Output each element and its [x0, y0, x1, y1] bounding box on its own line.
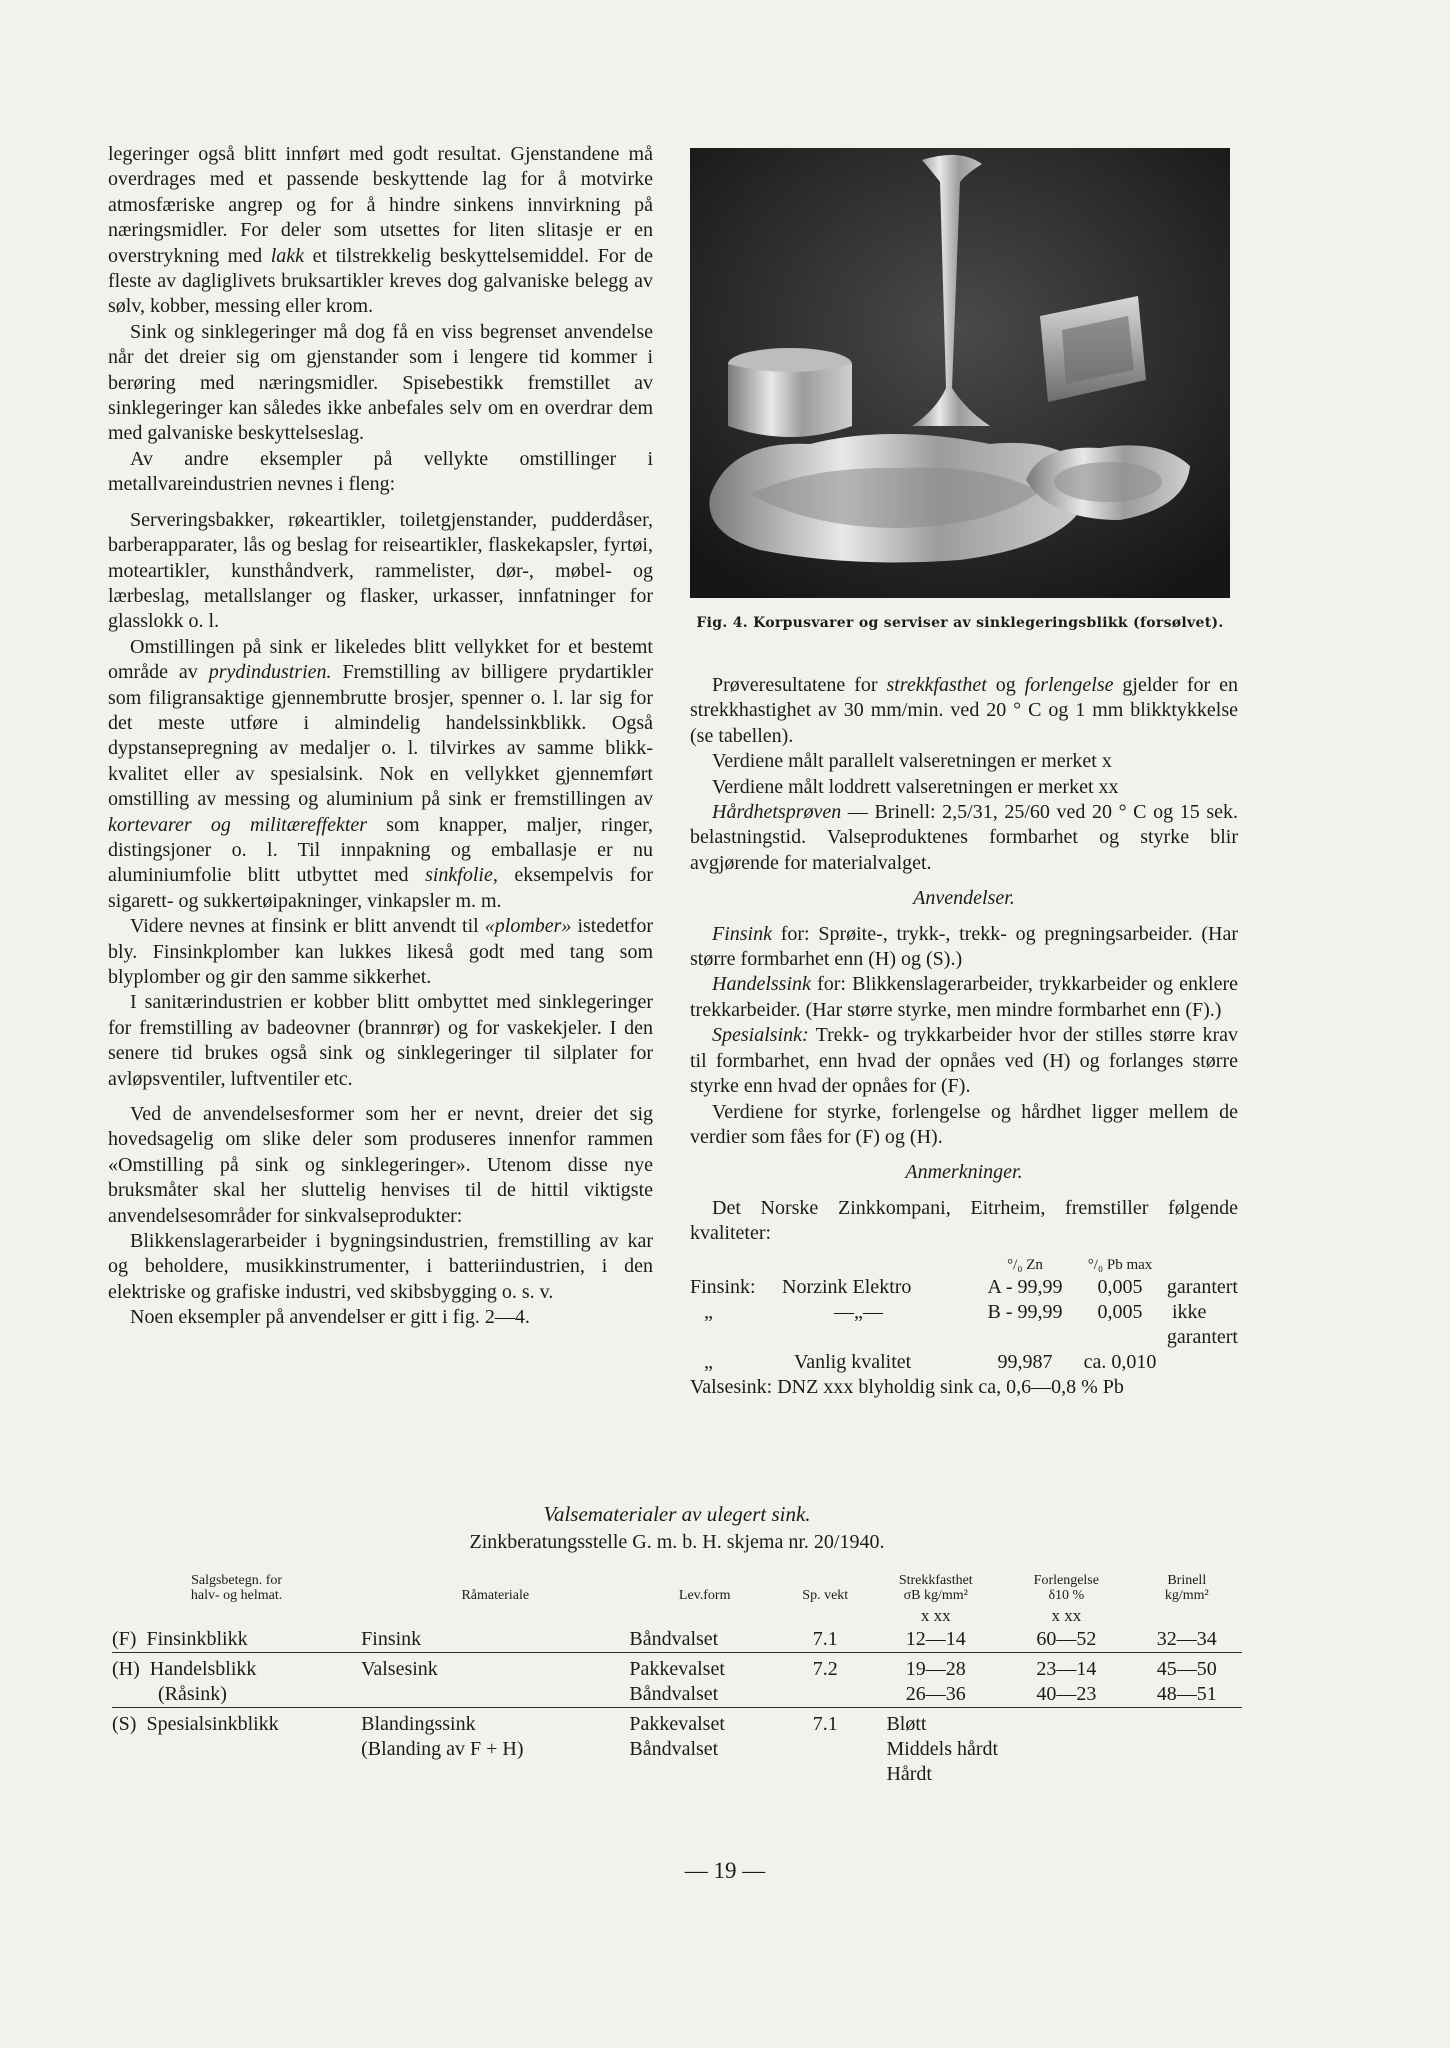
quality-table-header: °/₀ Zn °/₀ Pb max [1007, 1256, 1153, 1273]
table-row: (Råsink) Båndvalset 26—36 40—23 48—51 [158, 1683, 1217, 1705]
left-column [108, 142, 653, 1331]
table-title: Valsematerialer av ulegert sink. [543, 1502, 811, 1526]
paragraph: Verdiene målt parallelt valseretningen er merket x [712, 750, 1112, 773]
paragraph-list: Serveringsbakker, røkeartikler, toiletgjenstander, pudderdåser, barberapparater, lås og beslag for reiseartikler, flaskekapsler, fyrtøi, moteartikler, kunsthåndverk, rammelister, dør-, møbel- og lærbeslag, metallslanger og flasker, urkasser, innfatninger for glasslokk o. l. [108, 508, 653, 633]
paragraph: Verdiene for styrke, forlengelse og hårdhet ligger mellem de verdier som fåes for (F) og (H). [690, 1100, 1238, 1148]
paragraph: legeringer også blitt innført med godt resultat. Gjenstandene må overdrages med et passende beskyttende lag for å motvirke atmosfæriske angrep og for å hindre sinkens innvirkning på næringsmidler. For deler som utsettes for liten slitasje er en overstrykning med lakk et tilstrekkelig beskyttelsemiddel. For de fleste av dagliglivets bruksartikler kreves dog galvaniske belegg av sølv, kobber, messing eller krom. [108, 143, 653, 318]
table-row: (H) Handelsblikk Valsesink Pakkevalset 7.2 19—28 23—14 45—50 [112, 1653, 1242, 1683]
quality-row: „ —„— B - 99,99 0,005 ikke [704, 1300, 1207, 1323]
paragraph: Sink og sinklegeringer må dog få en viss begrenset anvendelse når det dreier sig om gjenstander som i lengere tid kommer i berøring med næringsmidler. Spisebestikk fremstillet av sinklegeringer kan således ikke anbefales selv om en overdrar dem med galvaniske beskyttelseslag. [108, 320, 653, 445]
paragraph: Av andre eksempler på vellykte omstillinger i metallvareindustrien nevnes i fleng: [108, 447, 653, 496]
table-subheader-row: x xx x xx [920, 1606, 1082, 1625]
quality-table [690, 1255, 1238, 1375]
paragraph: Ved de anvendelsesformer som her er nevnt, dreier det sig hovedsagelig om slike deler som produseres innenfor rammen «Omstilling på sink og sinklegeringer». Utenom disse nye bruksmåter skal her sluttelig henvises til de hittil viktigste anvendelsesområder for sinkvalseprodukter: [108, 1103, 653, 1227]
quality-row: Finsink: Norzink Elektro A - 99,99 0,005 garantert [690, 1275, 1238, 1298]
figure-photo [690, 148, 1230, 598]
table-row: Hårdt [886, 1763, 932, 1785]
paragraph: Valsesink: DNZ xxx blyholdig sink ca, 0,6—0,8 % Pb [690, 1375, 1124, 1398]
paragraph: Blikkenslagerarbeider i bygningsindustrien, fremstilling av kar og beholdere, musikkinstrumenter, i batteriindustrien, i den elektriske og grafiske industri, ved skibsbygging o. s. v. [108, 1230, 653, 1303]
table-subtitle: Zinkberatungsstelle G. m. b. H. skjema nr. 20/1940. [469, 1531, 885, 1553]
paragraph: Noen eksempler på anvendelser er gitt i fig. 2—4. [130, 1306, 530, 1329]
table-header-row: Salgsbetegn. for halv- og helmat. Råmateriale Lev.form Sp. vekt Strekkfasthet σB kg/mm² Forlengelse δ10 % Brinell kg/mm² [190, 1573, 1209, 1603]
page-number: — 19 — [684, 1858, 766, 1883]
paragraph: Spesialsink: Trekk- og trykkarbeider hvor der stilles større krav til formbarhet, enn hvad der opnåes ved (H) og forlanges større styrke enn hvad der opnåes for (F). [690, 1024, 1238, 1098]
paragraph: Videre nevnes at finsink er blitt anvendt til «plomber» istedetfor bly. Finsinkplomber kan lukkes likeså godt med tang som blyplomber og gir den samme sikkerhet. [108, 915, 653, 988]
paragraph: Hårdhetsprøven — Brinell: 2,5/31, 25/60 ved 20 ° C og 15 sek. belastningstid. Valseproduktenes formbarhet og styrke blir avgjørende for materialvalget. [690, 801, 1238, 874]
table-row: (Blanding av F + H) Båndvalset Middels hårdt [361, 1738, 999, 1760]
silverware-photo-illustration [690, 148, 1230, 598]
paragraph: Det Norske Zinkkompani, Eitrheim, fremstiller følgende kvaliteter: [690, 1196, 1238, 1245]
paragraph: Prøveresultatene for strekkfasthet og forlengelse gjelder for en strekkhastighet av 30 mm/min. ved 20 ° C og 1 mm blikktykkelse (se tabellen). [690, 674, 1238, 747]
table-row: (F) Finsinkblikk Finsink Båndvalset 7.1 12—14 60—52 32—34 [112, 1628, 1217, 1650]
paragraph: Handelssink for: Blikkenslagerarbeider, trykkarbeider og enklere trekkarbeider. (Har større styrke, men mindre formbarhet enn (F).) [690, 973, 1238, 1021]
table-row: (S) Spesialsinkblikk Blandingssink Pakkevalset 7.1 Bløtt [112, 1708, 1242, 1738]
quality-row: „ Vanlig kvalitet 99,987 ca. 0,010 [704, 1350, 1157, 1373]
materials-table-section [112, 1500, 1242, 1787]
paragraph: Omstillingen på sink er likeledes blitt vellykket for et bestemt område av prydindustrien. Fremstilling av billigere prydartikler som filigransaktige gjennembrutte brosjer, spenner o. l. lar sig for det meste utføre i almindelig handelssinkblikk. Også dypstansepregning av medaljer o. l. tilvirkes av samme blikk-kvalitet eller av spesialsink. Nok en vellykket gjennemført omstilling av messing og aluminium på sink er fremstillingen av kortevarer og militæreffekter som knapper, maljer, ringer, distingsjoner o. l. Til innpakning og emballasje er nu aluminiumfolie blitt utbyttet med sinkfolie, eksempelvis for sigarett- og sukkertøipakninger, vinkapsler m. m. [108, 635, 654, 912]
figure-caption: Fig. 4. Korpusvarer og serviser av sinklegeringsblikk (forsølvet). [696, 615, 1224, 631]
quality-row: garantert [1166, 1325, 1238, 1348]
paragraph: Finsink for: Sprøite-, trykk-, trekk- og pregningsarbeider. (Har større formbarhet enn (H) og (S).) [690, 922, 1238, 971]
paragraph: I sanitærindustrien er kobber blitt ombyttet med sinklegeringer for fremstilling av badeovner (brannrør) og for vaskekjeler. I den senere tid brukes også sink og sinklegeringer til silplater for avløpsventiler, luftventiler etc. [108, 991, 653, 1090]
right-column [690, 673, 1238, 1400]
section-heading: Anvendelser. [913, 887, 1015, 910]
section-heading: Anmerkninger. [905, 1161, 1023, 1184]
materials-table [112, 1572, 1242, 1787]
paragraph: Verdiene målt loddrett valseretningen er merket xx [712, 775, 1119, 798]
